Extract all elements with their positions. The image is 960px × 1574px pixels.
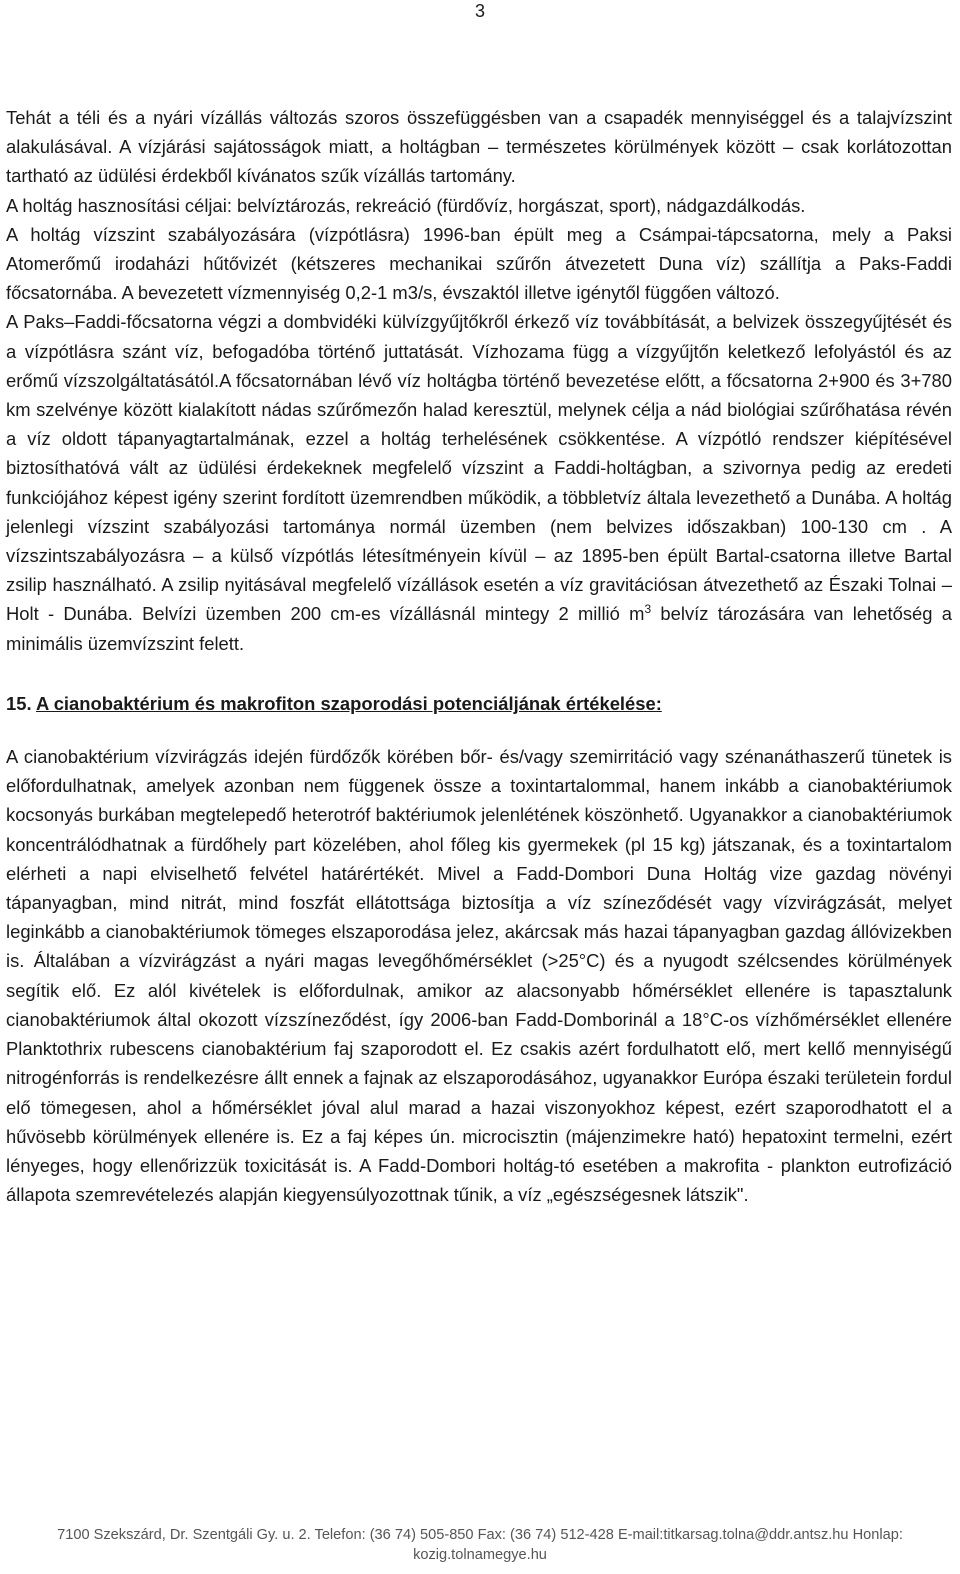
- page-number: 3: [474, 1, 485, 21]
- paragraph-water-regulation: A holtág vízszint szabályozására (vízpótlásra) 1996-ban épült meg a Csámpai-tápcsatorna, mely a Paksi Atomerőmű irodaházi hűtővizét (kétszeres mechanikai szűrőn átvezetett Duna víz) szállítja a Paks-Faddi főcsatornába. A bevezetett vízmennyiség 0,2-1 m3/s, évszaktól illetve igénytől függően változó.: [6, 223, 952, 304]
- paragraph-main-channel: [6, 307, 952, 657]
- document-body: [6, 103, 952, 1209]
- footer-website: kozig.tolnamegye.hu: [413, 1547, 547, 1563]
- footer-address: 7100 Szekszárd, Dr. Szentgáli Gy. u. 2. Telefon: (36 74) 505-850 Fax: (36 74) 512-428 E-mail:titkarsag.tolna@ddr.antsz.hu Honlap:: [57, 1527, 903, 1543]
- section-number: 15.: [6, 692, 32, 714]
- paragraph-usage-goals: A holtág hasznosítási céljai: belvíztározás, rekreáció (fürdővíz, horgászat, sport), nádgazdálkodás.: [6, 194, 806, 216]
- paragraph-main-channel-text: A Paks–Faddi-főcsatorna végzi a dombvidéki külvízgyűjtőkről érkező víz továbbítását, a belvizek összegyűjtését és a vízpótlásra szánt víz, befogadóba történő juttatását. Vízhozama függ a vízgyűjtőn keletkező lefolyástól és az erőmű vízszolgáltatásától.A főcsatornában lévő víz holtágba történő bevezetése előtt, a főcsatorna 2+900 és 3+780 km szelvénye között kialakított nádas szűrőmezőn halad keresztül, melynek célja a nád biológiai szűrőhatása révén a víz oldott tápanyagtartalmának, ezzel a holtág terhelésének csökkentése. A vízpótló rendszer kiépítésével biztosíthatóvá vált az üdülési érdekeknek megfelelő vízszint a Faddi-holtágban, a szivornya pedig az eredeti funkciójához képest igény szerint fordított üzemrendben működik, a többletvíz általa levezethető a Dunába. A holtág jelenlegi vízszint szabályozási tartománya normál üzemben (nem belvizes időszakban) 100-130 cm . A vízszintszabályozásra – a külső vízpótlás létesítményein kívül – az 1895-ben épült Bartal-csatorna illetve Bartal zsilip használható. A zsilip nyitásával megfelelő vízállások esetén a víz gravitációsan átvezethető az Északi Tolnai – Holt - Dunába. Belvízi üzemben 200 cm-es vízállásnál mintegy 2 millió m: [6, 311, 952, 625]
- paragraph-cyanobacteria: A cianobaktérium vízvirágzás idején fürdőzők körében bőr- és/vagy szemirritáció vagy szénanáthaszerű tünetek is előfordulhatnak, amelyek azonban nem függenek össze a toxintartalommal, hanem inkább a cianobaktériumok kocsonyás burkában megtelepedő heterotróf baktériumok jelenlétének köszönhető. Ugyanakkor a cianobaktériumok koncentrálódhatnak a fürdőhely part közelében, ahol főleg kis gyermekek (pl 15 kg) játszanak, és a toxintartalom elérheti a napi elviselhető felvétel határértékét. Mivel a Fadd-Dombori Duna Holtág vize gazdag növényi tápanyagban, mind nitrát, mind foszfát ellátottsága biztosítja a víz színeződését vagy vízvirágzását, melyet leginkább a cianobaktériumok tömeges elszaporodása jelez, akárcsak más hazai tápanyagban gazdag állóvizekben is. Általában a vízvirágzást a nyári magas levegőhőmérséklet (>25°C) és a nyugodt szélcsendes körülmények segítik elő. Ez alól kivételek is előfordulnak, amikor az alacsonyabb hőmérséklet ellenére is tapasztalunk cianobaktériumok által okozott vízszíneződést, így 2006-ban Fadd-Domborinál a 18°C-os vízhőmérséklet ellenére Planktothrix rubescens cianobaktérium faj szaporodott el. Ez csakis azért fordulhatott elő, mert kellő mennyiségű nitrogénforrás is rendelkezésre állt ennek a fajnak az elszaporodásához, ugyanakkor Európa északi területein fordul elő tömegesen, ahol a hőmérséklet jóval alul marad a hazai viszonyokhoz képest, ezért szaporodhatott el a hűvösebb körülmények ellenére is. Ez a faj képes ún. microcisztin (májenzimekre ható) hepatoxint termelni, ezért lényeges, hogy ellenőrizzük toxicitását is. A Fadd-Dombori holtág-tó esetében a makrofita - plankton eutrofizáció állapota szemrevételezés alapján kiegyensúlyozottnak tűnik, a víz „egészségesnek látszik".: [6, 746, 952, 1206]
- section-heading: [6, 689, 952, 718]
- paragraph-water-level: Tehát a téli és a nyári vízállás változás szoros összefüggésben van a csapadék mennyiséggel és a talajvízszint alakulásával. A vízjárási sajátosságok miatt, a holtágban – természetes körülmények között – csak korlátozottan tartható az üdülési érdekből kívánatos szűk vízállás tartomány.: [6, 107, 952, 187]
- spacer: [6, 658, 952, 689]
- page-footer: [0, 1525, 960, 1565]
- section-title: A cianobaktérium és makrofiton szaporodási potenciáljának értékelése:: [36, 692, 662, 714]
- paragraph-main-channel-end: belvíz tározására van lehetőség a minimális üzemvízszint felett.: [6, 603, 952, 654]
- superscript-cubic: 3: [644, 602, 652, 617]
- spacer: [6, 718, 952, 742]
